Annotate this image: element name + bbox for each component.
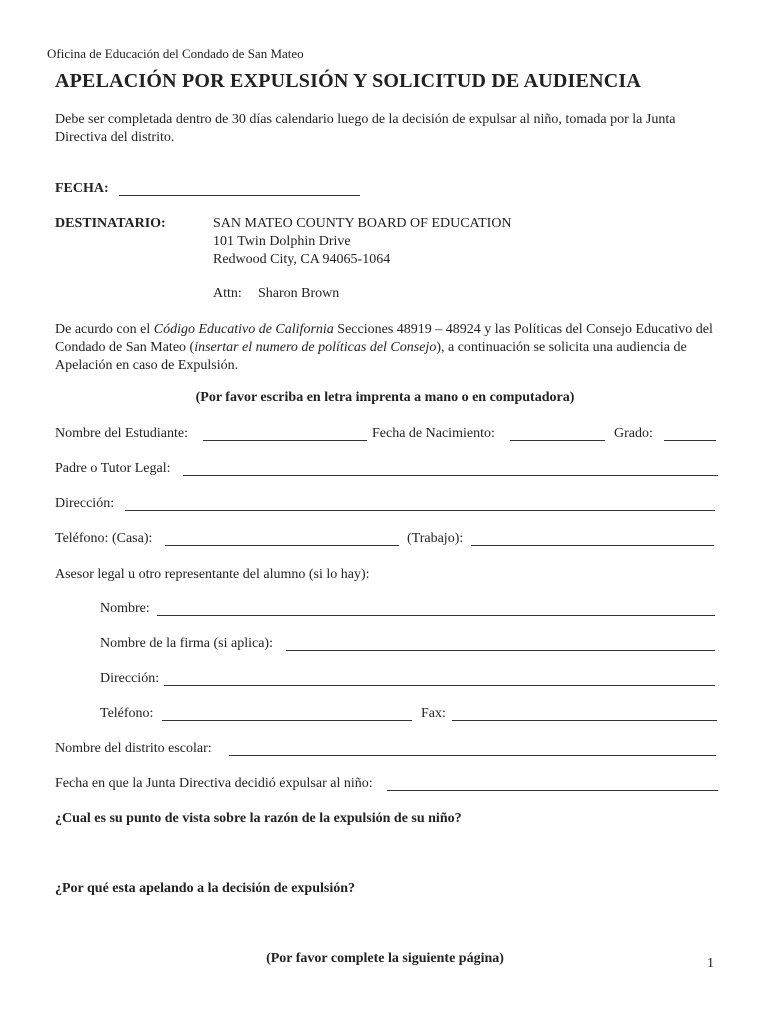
legal-paragraph (55, 321, 715, 375)
print-instruction: (Por favor escriba en letra imprenta a mano o en computadora) (195, 390, 575, 405)
student-name-label: Nombre del Estudiante: (55, 426, 188, 441)
advisor-heading: Asesor legal u otro representante del alumno (si lo hay): (55, 567, 370, 582)
legal-policies-placeholder: insertar el numero de políticas del Consejo (194, 340, 437, 355)
attn-name: Sharon Brown (258, 286, 340, 301)
student-name-field[interactable] (203, 440, 367, 441)
office-name: Oficina de Educación del Condado de San Mateo (47, 46, 304, 61)
phone-home-label: Teléfono: (Casa): (55, 531, 153, 546)
legal-text-3: ), a continuación se solicita una audiencia de Apelación en caso de Expulsión. (55, 340, 687, 373)
grade-field[interactable] (664, 440, 716, 441)
birth-date-field[interactable] (510, 440, 605, 441)
phone-work-field[interactable] (471, 545, 714, 546)
advisor-phone-field[interactable] (162, 720, 412, 721)
advisor-name-field[interactable] (157, 615, 715, 616)
fecha-label: FECHA: (55, 181, 109, 196)
page-title: APELACIÓN POR EXPULSIÓN Y SOLICITUD DE AUDIENCIA (55, 70, 641, 92)
advisor-fax-field[interactable] (452, 720, 717, 721)
question-appeal: ¿Por qué esta apelando a la decisión de expulsión? (55, 881, 356, 896)
destinatario-label: DESTINATARIO: (55, 216, 166, 231)
advisor-address-label: Dirección: (100, 671, 160, 686)
page-number: 1 (707, 956, 714, 971)
legal-code-reference: Código Educativo de California (153, 322, 334, 337)
recipient-line-2: 101 Twin Dolphin Drive (213, 234, 351, 249)
fecha-field[interactable] (119, 195, 360, 196)
recipient-line-1: SAN MATEO COUNTY BOARD OF EDUCATION (213, 216, 512, 231)
advisor-fax-label: Fax: (421, 706, 446, 721)
legal-text-2: Secciones 48919 – 48924 y las Políticas del Consejo Educativo del Condado de San Mateo ( (55, 322, 713, 355)
board-date-label: Fecha en que la Junta Directiva decidió expulsar al niño: (55, 776, 373, 791)
phone-home-field[interactable] (165, 545, 399, 546)
legal-text-1: De acurdo con el (55, 322, 154, 337)
address-label: Dirección: (55, 496, 115, 511)
continue-note: (Por favor complete la siguiente página) (266, 951, 504, 966)
grade-label: Grado: (614, 426, 653, 441)
district-field[interactable] (229, 755, 716, 756)
advisor-name-label: Nombre: (100, 601, 150, 616)
advisor-address-field[interactable] (164, 685, 715, 686)
birth-date-label: Fecha de Nacimiento: (372, 426, 495, 441)
advisor-firm-field[interactable] (286, 650, 715, 651)
phone-work-label: (Trabajo): (407, 531, 464, 546)
intro-text: Debe ser completada dentro de 30 días calendario luego de la decisión de expulsar al niño, tomada por la Junta Directiva del distrito. (55, 112, 676, 145)
advisor-phone-label: Teléfono: (100, 706, 154, 721)
guardian-label: Padre o Tutor Legal: (55, 461, 171, 476)
board-date-field[interactable] (387, 790, 718, 791)
advisor-firm-label: Nombre de la firma (si aplica): (100, 636, 273, 651)
address-field[interactable] (125, 510, 715, 511)
attn-label: Attn: (213, 286, 242, 301)
question-reason: ¿Cual es su punto de vista sobre la razón de la expulsión de su niño? (55, 811, 462, 826)
guardian-field[interactable] (183, 475, 718, 476)
district-label: Nombre del distrito escolar: (55, 741, 212, 756)
recipient-line-3: Redwood City, CA 94065-1064 (213, 252, 391, 267)
